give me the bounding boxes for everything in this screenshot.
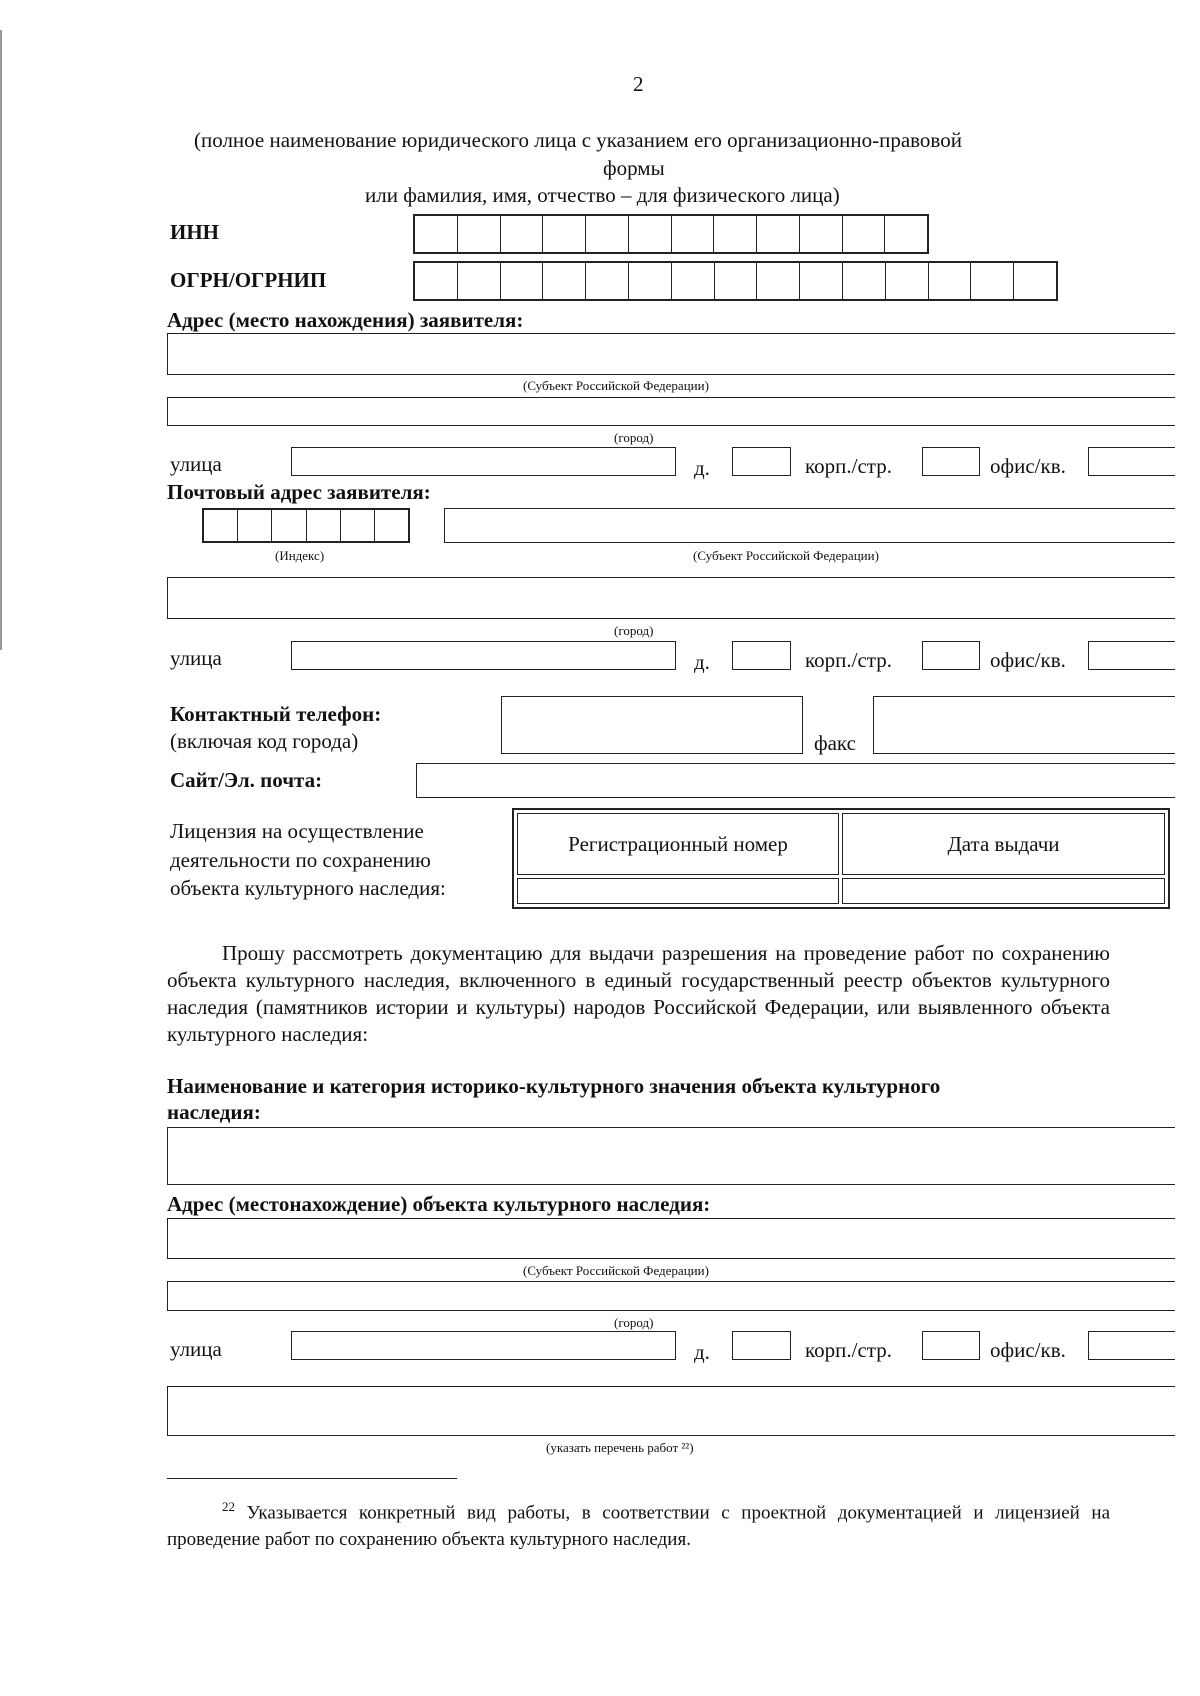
request-paragraph: Прошу рассмотреть документацию для выдачи разрешения на проведение работ по сохранению объекта культурного наследия, включенного в единый государственный реестр объектов культурного наследия (памятников истории и культуры) народов Российской Федерации, или выявленного объекта культурного наследия: bbox=[167, 941, 1110, 1046]
address-subject-caption: (Субъект Российской Федерации) bbox=[523, 378, 709, 393]
license-reg-number-header: Регистрационный номер bbox=[517, 813, 839, 875]
ogrn-label: ОГРН/ОГРНИП bbox=[170, 268, 327, 292]
address-building-input[interactable] bbox=[922, 447, 980, 476]
works-list-input[interactable] bbox=[167, 1386, 1175, 1436]
address-city-caption: (город) bbox=[614, 430, 654, 445]
postal-subject-input[interactable] bbox=[444, 508, 1175, 543]
object-name-title-line-1: Наименование и категория историко-культурного значения объекта культурного bbox=[167, 1074, 941, 1098]
object-subject-caption: (Субъект Российской Федерации) bbox=[523, 1263, 709, 1278]
address-office-label: офис/кв. bbox=[990, 454, 1066, 478]
license-label-line-1: Лицензия на осуществление bbox=[170, 819, 424, 843]
address-title: Адрес (место нахождения) заявителя: bbox=[167, 308, 524, 332]
object-city-caption: (город) bbox=[614, 1315, 654, 1330]
object-name-title-line-2: наследия: bbox=[167, 1100, 261, 1124]
footnote-separator bbox=[167, 1478, 457, 1479]
license-issue-date-cell[interactable] bbox=[842, 878, 1165, 904]
address-subject-input[interactable] bbox=[167, 333, 1175, 375]
object-office-label: офис/кв. bbox=[990, 1338, 1066, 1362]
inn-field[interactable] bbox=[413, 214, 929, 254]
footnote-text: Указывается конкретный вид работы, в соответствии с проектной документацией и лицензией на проведение работ по сохранению объекта культурного наследия. bbox=[167, 1502, 1110, 1551]
postal-house-label: д. bbox=[694, 650, 710, 674]
postal-index-field[interactable] bbox=[202, 508, 410, 543]
phone-input[interactable] bbox=[501, 696, 803, 754]
postal-title: Почтовый адрес заявителя: bbox=[167, 480, 431, 504]
object-street-input[interactable] bbox=[291, 1331, 676, 1360]
footnote-number: 22 bbox=[222, 1499, 235, 1514]
object-street-label: улица bbox=[170, 1337, 222, 1361]
ogrn-field[interactable] bbox=[413, 261, 1058, 301]
address-street-label: улица bbox=[170, 452, 222, 476]
address-house-input[interactable] bbox=[732, 447, 791, 476]
inn-label: ИНН bbox=[170, 220, 220, 244]
address-building-label: корп./стр. bbox=[805, 454, 892, 478]
object-house-input[interactable] bbox=[732, 1331, 791, 1360]
works-list-caption: (указать перечень работ ²²) bbox=[546, 1440, 694, 1455]
object-office-input[interactable] bbox=[1088, 1331, 1175, 1360]
license-label-line-3: объекта культурного наследия: bbox=[170, 876, 446, 900]
page-number: 2 bbox=[633, 72, 644, 96]
postal-subject-caption: (Субъект Российской Федерации) bbox=[693, 548, 879, 563]
address-house-label: д. bbox=[694, 456, 710, 480]
phone-label: Контактный телефон: bbox=[170, 702, 382, 726]
postal-city-input[interactable] bbox=[167, 577, 1175, 619]
license-issue-date-header: Дата выдачи bbox=[842, 813, 1165, 875]
object-address-title: Адрес (местонахождение) объекта культурного наследия: bbox=[167, 1192, 711, 1216]
phone-hint: (включая код города) bbox=[170, 729, 359, 753]
site-email-label: Сайт/Эл. почта: bbox=[170, 768, 323, 792]
address-street-input[interactable] bbox=[291, 447, 676, 476]
postal-office-label: офис/кв. bbox=[990, 648, 1066, 672]
header-line-1: (полное наименование юридического лица с указанием его организационно-правовой bbox=[194, 128, 962, 152]
postal-building-label: корп./стр. bbox=[805, 648, 892, 672]
license-reg-number-cell[interactable] bbox=[517, 878, 839, 904]
object-building-label: корп./стр. bbox=[805, 1338, 892, 1362]
license-label-line-2: деятельности по сохранению bbox=[170, 848, 431, 872]
footnote bbox=[167, 1493, 1110, 1553]
postal-index-caption: (Индекс) bbox=[275, 548, 325, 563]
postal-office-input[interactable] bbox=[1088, 641, 1175, 670]
postal-street-label: улица bbox=[170, 646, 222, 670]
fax-label: факс bbox=[814, 731, 856, 755]
object-city-input[interactable] bbox=[167, 1281, 1175, 1311]
site-email-input[interactable] bbox=[416, 763, 1175, 798]
object-house-label: д. bbox=[694, 1340, 710, 1364]
object-name-input[interactable] bbox=[167, 1127, 1175, 1185]
address-city-input[interactable] bbox=[167, 397, 1175, 426]
license-table bbox=[512, 808, 1170, 909]
header-line-2: формы bbox=[603, 156, 665, 180]
scan-margin-mark bbox=[0, 30, 2, 650]
object-building-input[interactable] bbox=[922, 1331, 980, 1360]
postal-street-input[interactable] bbox=[291, 641, 676, 670]
fax-input[interactable] bbox=[873, 696, 1175, 754]
header-line-3: или фамилия, имя, отчество – для физического лица) bbox=[365, 183, 840, 207]
address-office-input[interactable] bbox=[1088, 447, 1175, 476]
postal-house-input[interactable] bbox=[732, 641, 791, 670]
postal-city-caption: (город) bbox=[614, 623, 654, 638]
postal-building-input[interactable] bbox=[922, 641, 980, 670]
object-subject-input[interactable] bbox=[167, 1218, 1175, 1259]
